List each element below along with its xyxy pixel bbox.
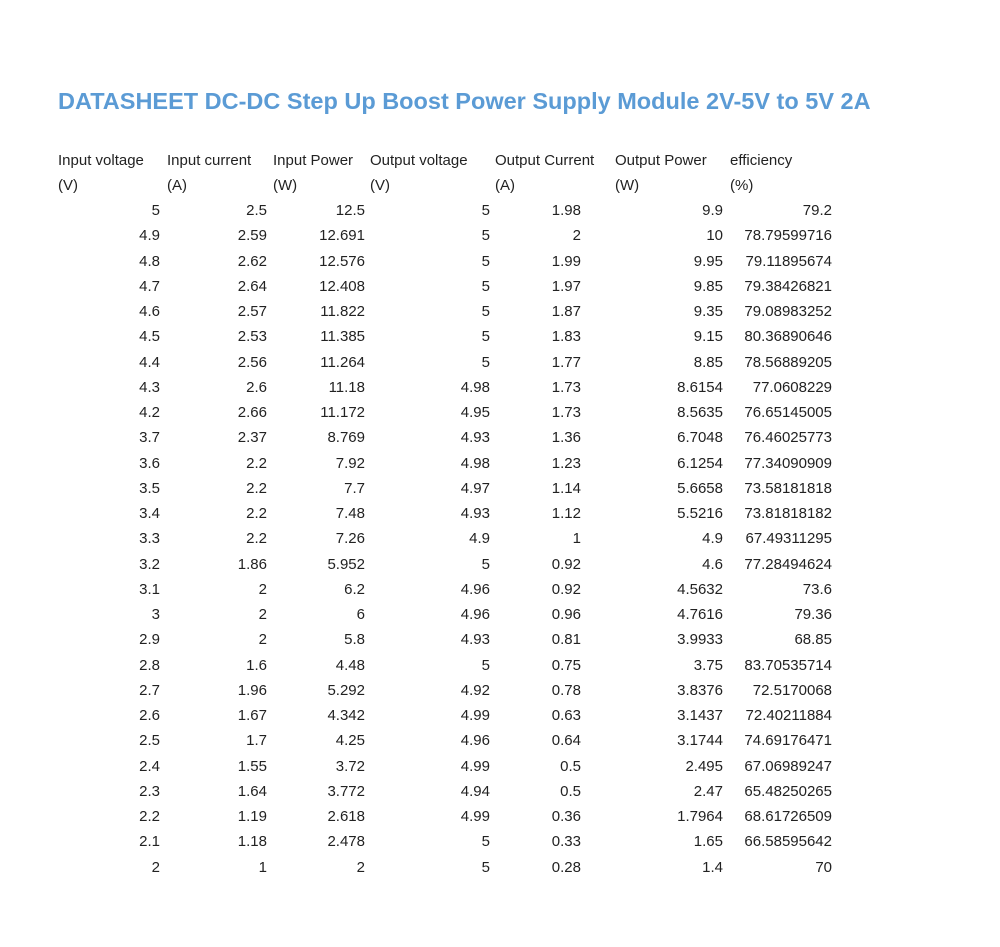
column-unit: (V) — [370, 177, 390, 194]
table-cell: 2 — [258, 580, 267, 598]
table-cell: 7.48 — [335, 505, 365, 522]
table-cell: 1 — [572, 530, 581, 548]
table-row — [58, 350, 838, 375]
table-cell: 2.8 — [139, 656, 160, 674]
table-cell: 2.9 — [139, 631, 160, 649]
table-cell: 1.4 — [702, 858, 723, 876]
column-header: Input voltage — [58, 152, 144, 169]
table-cell: 76.46025773 — [744, 429, 832, 447]
table-cell: 1.97 — [551, 277, 581, 295]
table-cell: 2.62 — [237, 252, 267, 270]
header-row-units — [58, 173, 838, 198]
table-cell: 2.478 — [327, 833, 365, 851]
table-row — [58, 223, 838, 248]
table-cell: 4.2 — [139, 404, 160, 421]
table-cell: 12.408 — [319, 277, 365, 295]
table-cell: 2.2 — [246, 505, 267, 522]
table-cell: 2.57 — [237, 303, 267, 320]
table-cell: 5 — [481, 277, 490, 295]
table-cell: 4.5 — [139, 328, 160, 346]
table-cell: 66.58595642 — [744, 833, 832, 851]
table-cell: 1.55 — [237, 757, 267, 775]
table-cell: 4.7616 — [677, 606, 723, 623]
table-cell: 77.0608229 — [752, 378, 832, 396]
table-row — [58, 476, 838, 501]
table-cell: 7.7 — [344, 479, 365, 497]
table-cell: 9.15 — [693, 328, 723, 346]
table-row — [58, 526, 838, 551]
table-cell: 79.2 — [802, 202, 832, 219]
table-cell: 3.772 — [327, 782, 365, 800]
table-cell: 0.75 — [551, 656, 581, 674]
table-cell: 68.61726509 — [744, 808, 832, 825]
table-cell: 79.11895674 — [745, 252, 832, 270]
table-cell: 3.6 — [139, 454, 160, 472]
table-cell: 4.342 — [327, 707, 365, 724]
table-cell: 2.2 — [246, 454, 267, 472]
table-cell: 4.48 — [335, 656, 365, 674]
table-row — [58, 779, 838, 804]
table-cell: 8.85 — [693, 353, 723, 371]
table-cell: 4.9 — [139, 227, 160, 245]
table-cell: 9.85 — [693, 277, 723, 295]
table-row — [58, 249, 838, 274]
table-cell: 0.33 — [551, 833, 581, 851]
table-cell: 2.59 — [237, 227, 267, 245]
table-cell: 3.2 — [139, 555, 160, 573]
table-cell: 10 — [706, 227, 723, 245]
table-cell: 9.9 — [702, 202, 723, 219]
table-row — [58, 577, 838, 602]
table-cell: 2.53 — [237, 328, 267, 346]
table-cell: 5 — [481, 858, 490, 876]
column-unit: (V) — [58, 177, 78, 194]
table-row — [58, 754, 838, 779]
table-cell: 6 — [356, 606, 365, 623]
table-cell: 5.952 — [327, 555, 365, 573]
table-cell: 5 — [481, 227, 490, 245]
column-unit: (A) — [495, 177, 515, 194]
table-cell: 68.85 — [794, 631, 832, 649]
table-cell: 2 — [356, 858, 365, 876]
table-cell: 1.99 — [551, 252, 581, 270]
table-cell: 4.96 — [460, 732, 490, 750]
table-row — [58, 703, 838, 728]
table-cell: 1.73 — [551, 404, 581, 421]
table-cell: 5 — [481, 328, 490, 346]
table-cell: 4.96 — [460, 580, 490, 598]
table-cell: 7.26 — [335, 530, 365, 548]
table-cell: 6.7048 — [677, 429, 723, 447]
table-cell: 2 — [151, 858, 160, 876]
table-cell: 4.98 — [460, 454, 490, 472]
table-row — [58, 299, 838, 324]
table-cell: 73.6 — [802, 580, 832, 598]
table-cell: 5.5216 — [677, 505, 723, 522]
table-cell: 1.23 — [551, 454, 581, 472]
table-cell: 4.9 — [469, 530, 490, 548]
table-cell: 2.56 — [237, 353, 267, 371]
table-row — [58, 627, 838, 652]
table-cell: 2.64 — [237, 277, 267, 295]
table-cell: 2.618 — [327, 808, 365, 825]
table-cell: 65.48250265 — [744, 782, 832, 800]
table-cell: 7.92 — [335, 454, 365, 472]
table-cell: 9.95 — [693, 252, 723, 270]
data-table — [58, 148, 838, 880]
table-cell: 3.5 — [139, 479, 160, 497]
table-cell: 0.5 — [560, 782, 581, 800]
column-header: Output Current — [495, 152, 595, 169]
table-cell: 0.36 — [551, 808, 581, 825]
table-cell: 3.1744 — [677, 732, 723, 750]
table-cell: 70 — [815, 858, 832, 876]
table-row — [58, 602, 838, 627]
column-unit: (W) — [273, 177, 298, 194]
table-cell: 2.2 — [246, 479, 267, 497]
table-row — [58, 728, 838, 753]
table-cell: 6.2 — [344, 580, 365, 598]
table-cell: 2.2 — [139, 808, 160, 825]
table-cell: 1.83 — [551, 328, 581, 346]
table-body — [58, 198, 838, 880]
table-cell: 1.77 — [551, 353, 581, 371]
table-cell: 2.37 — [237, 429, 267, 447]
table-cell: 11.264 — [320, 353, 365, 371]
table-row — [58, 804, 838, 829]
table-row — [58, 425, 838, 450]
table-cell: 4.4 — [139, 353, 160, 371]
table-cell: 1.67 — [237, 707, 267, 724]
table-cell: 0.64 — [551, 732, 581, 750]
table-cell: 83.70535714 — [744, 656, 832, 674]
table-cell: 3 — [151, 606, 160, 623]
table-cell: 1.7964 — [677, 808, 723, 825]
table-row — [58, 855, 838, 880]
page-title: DATASHEET DC-DC Step Up Boost Power Supply Module 2V-5V to 5V 2A — [58, 88, 871, 114]
table-cell: 3.72 — [335, 757, 365, 775]
table-cell: 1.12 — [551, 505, 581, 522]
table-cell: 8.6154 — [677, 378, 723, 396]
table-cell: 1.7 — [246, 732, 267, 750]
table-cell: 67.49311295 — [745, 530, 832, 548]
table-cell: 4.93 — [460, 505, 490, 522]
table-cell: 2.5 — [139, 732, 160, 750]
header-row-names — [58, 148, 838, 173]
table-cell: 72.40211884 — [745, 707, 832, 724]
table-cell: 2.3 — [139, 782, 160, 800]
table-cell: 12.691 — [319, 227, 365, 245]
table-cell: 2.7 — [139, 681, 160, 699]
table-cell: 2.47 — [693, 782, 723, 800]
table-cell: 5 — [481, 656, 490, 674]
table-cell: 1.6 — [246, 656, 267, 674]
table-row — [58, 653, 838, 678]
table-cell: 4.95 — [460, 404, 490, 421]
table-cell: 4.6 — [702, 555, 723, 573]
table-cell: 11.172 — [320, 404, 365, 421]
table-row — [58, 552, 838, 577]
table-cell: 76.65145005 — [744, 404, 832, 421]
table-cell: 11.18 — [328, 378, 365, 396]
table-cell: 2.2 — [246, 530, 267, 548]
table-cell: 78.56889205 — [744, 353, 832, 371]
column-header: efficiency — [730, 152, 793, 169]
table-cell: 3.7 — [139, 429, 160, 447]
table-cell: 73.58181818 — [744, 479, 832, 497]
table-cell: 8.769 — [327, 429, 365, 447]
table-cell: 79.08983252 — [744, 303, 832, 320]
table-cell: 4.3 — [139, 378, 160, 396]
table-cell: 3.75 — [693, 656, 723, 674]
table-cell: 4.8 — [139, 252, 160, 270]
table-cell: 0.63 — [551, 707, 581, 724]
column-unit: (%) — [730, 177, 754, 194]
table-row — [58, 400, 838, 425]
table-cell: 2.5 — [246, 202, 267, 219]
table-cell: 79.38426821 — [744, 277, 832, 295]
table-cell: 12.576 — [319, 252, 365, 270]
table-row — [58, 829, 838, 854]
table-cell: 2 — [258, 631, 267, 649]
table-cell: 1.86 — [237, 555, 267, 573]
table-row — [58, 198, 838, 223]
table-row — [58, 274, 838, 299]
table-cell: 5 — [481, 353, 490, 371]
table-cell: 3.1437 — [677, 707, 723, 724]
table-cell: 1.18 — [237, 833, 267, 851]
column-header: Input current — [167, 152, 252, 169]
table-cell: 1 — [258, 858, 267, 876]
table-cell: 72.5170068 — [752, 681, 832, 699]
table-cell: 3.4 — [139, 505, 160, 522]
table-cell: 5 — [481, 303, 490, 320]
table-cell: 5 — [481, 555, 490, 573]
table-cell: 0.28 — [551, 858, 581, 876]
table-cell: 79.36 — [794, 606, 832, 623]
table-cell: 4.99 — [460, 808, 490, 825]
table-cell: 1.73 — [551, 378, 581, 396]
table-cell: 1.98 — [551, 202, 581, 219]
column-unit: (W) — [615, 177, 640, 194]
table-cell: 4.98 — [460, 378, 490, 396]
table-cell: 2 — [572, 227, 581, 245]
table-cell: 2.1 — [139, 833, 160, 851]
table-cell: 78.79599716 — [744, 227, 832, 245]
table-cell: 5 — [481, 252, 490, 270]
table-cell: 2 — [258, 606, 267, 623]
table-cell: 0.5 — [560, 757, 581, 775]
table-cell: 1.19 — [237, 808, 267, 825]
table-row — [58, 375, 838, 400]
table-cell: 73.81818182 — [744, 505, 832, 522]
table-cell: 5 — [481, 833, 490, 851]
table-cell: 12.5 — [335, 202, 365, 219]
table-cell: 2.495 — [685, 757, 723, 775]
table-cell: 1.87 — [551, 303, 581, 320]
table-cell: 4.92 — [460, 681, 490, 699]
column-header: Input Power — [273, 152, 354, 169]
table-cell: 1.96 — [237, 681, 267, 699]
table-cell: 5 — [151, 202, 160, 219]
table-cell: 1.65 — [693, 833, 723, 851]
table-cell: 2.6 — [139, 707, 160, 724]
table-cell: 4.5632 — [677, 580, 723, 598]
table-cell: 2.6 — [246, 378, 267, 396]
table-cell: 4.99 — [460, 757, 490, 775]
table-cell: 6.1254 — [677, 454, 723, 472]
table-cell: 0.92 — [551, 580, 581, 598]
table-cell: 1.36 — [551, 429, 581, 447]
table-cell: 11.385 — [320, 328, 365, 346]
table-cell: 0.78 — [551, 681, 581, 699]
table-cell: 77.28494624 — [744, 555, 832, 573]
table-cell: 4.93 — [460, 631, 490, 649]
table-cell: 5.292 — [327, 681, 365, 699]
table-cell: 74.69176471 — [744, 732, 832, 750]
table-row — [58, 324, 838, 349]
table-cell: 4.25 — [335, 732, 365, 750]
table-cell: 80.36890646 — [744, 328, 832, 346]
table-cell: 1.14 — [551, 479, 581, 497]
table-cell: 5.8 — [344, 631, 365, 649]
table-cell: 1.64 — [237, 782, 267, 800]
table-cell: 0.92 — [551, 555, 581, 573]
table-cell: 5 — [481, 202, 490, 219]
table-cell: 8.5635 — [677, 404, 723, 421]
table-cell: 3.3 — [139, 530, 160, 548]
table-cell: 4.94 — [460, 782, 490, 800]
table-cell: 4.93 — [460, 429, 490, 447]
table-cell: 9.35 — [693, 303, 723, 320]
column-header: Output Power — [615, 152, 707, 169]
table-cell: 0.96 — [551, 606, 581, 623]
table-cell: 3.1 — [139, 580, 160, 598]
table-cell: 2.66 — [237, 404, 267, 421]
table-cell: 3.8376 — [677, 681, 723, 699]
table-cell: 4.9 — [702, 530, 723, 548]
table-cell: 0.81 — [551, 631, 581, 649]
table-cell: 2.4 — [139, 757, 160, 775]
table-cell: 11.822 — [320, 303, 365, 320]
column-header: Output voltage — [370, 152, 468, 169]
table-cell: 4.7 — [139, 277, 160, 295]
column-unit: (A) — [167, 177, 187, 194]
table-cell: 5.6658 — [677, 479, 723, 497]
table-cell: 4.6 — [139, 303, 160, 320]
table-row — [58, 451, 838, 476]
table-cell: 4.97 — [460, 479, 490, 497]
table-cell: 67.06989247 — [744, 757, 832, 775]
table-row — [58, 678, 838, 703]
table-cell: 3.9933 — [677, 631, 723, 649]
table-cell: 4.96 — [460, 606, 490, 623]
table-row — [58, 501, 838, 526]
table-cell: 77.34090909 — [744, 454, 832, 472]
table-cell: 4.99 — [460, 707, 490, 724]
